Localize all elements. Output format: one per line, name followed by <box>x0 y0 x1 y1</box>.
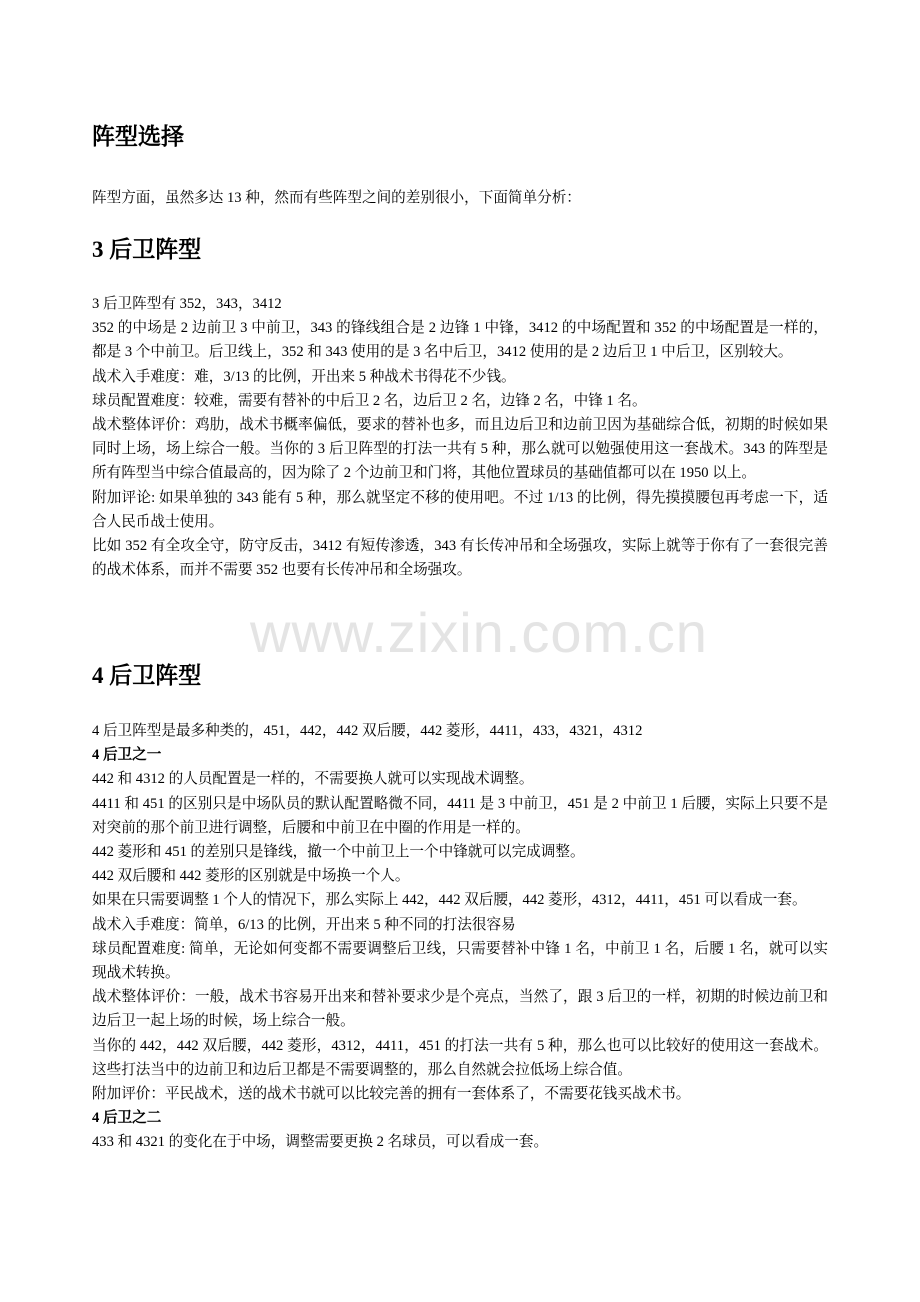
paragraph: 如果在只需要调整 1 个人的情况下，那么实际上 442，442 双后腰，442 菱形，4312，4411，451 可以看成一套。 <box>92 892 807 909</box>
paragraph: 442 菱形和 451 的差别只是锋线，撤一个中前卫上一个中锋就可以完成调整。 <box>92 844 585 861</box>
paragraph: 附加评论: 如果单独的 343 能有 5 种，那么就坚定不移的使用吧。不过 1/13 的比例，得先摸摸腰包再考虑一下，适合人民币战士使用。 <box>92 489 828 530</box>
paragraph: 战术整体评价：鸡肋，战术书概率偏低，要求的替补也多，而且边后卫和边前卫因为基础综合低，初期的时候如果同时上场，场上综合一般。当你的 3 后卫阵型的打法一共有 5 种，那么就可以勉强使用这一套战术。343 的阵型是所有阵型当中综合值最高的，因为除了 2 个边前卫和门将，其他位置球员的基础值都可以在 1950 以上。 <box>92 417 828 482</box>
paragraph: 4411 和 451 的区别只是中场队员的默认配置略微不同，4411 是 3 中前卫，451 是 2 中前卫 1 后腰，实际上只要不是对突前的那个前卫进行调整，后腰和中前卫在中圈的作用是一样的。 <box>92 795 828 836</box>
paragraph: 442 双后腰和 442 菱形的区别就是中场换一个人。 <box>92 868 410 885</box>
intro-block <box>92 186 828 210</box>
paragraph: 433 和 4321 的变化在于中场，调整需要更换 2 名球员，可以看成一套。 <box>92 1134 549 1151</box>
watermark: www.zixin.com.cn <box>250 601 708 664</box>
paragraph: 球员配置难度: 简单，无论如何变都不需要调整后卫线，只需要替补中锋 1 名，中前卫 1 名，后腰 1 名，就可以实现战术转换。 <box>92 940 828 982</box>
subheading: 4 后卫之一 <box>92 747 162 764</box>
paragraph: 比如 352 有全攻全守，防守反击，3412 有短传渗透，343 有长传冲吊和全场强攻，实际上就等于你有了一套很完善的战术体系，而并不需要 352 也要有长传冲吊和全场强攻。 <box>92 538 828 579</box>
section-4-back-body <box>92 719 828 1155</box>
paragraph: 3 后卫阵型有 352，343，3412 <box>92 296 282 312</box>
subheading: 4 后卫之二 <box>92 1110 162 1127</box>
section-3-back-body <box>92 292 828 582</box>
paragraph: 442 和 4312 的人员配置是一样的，不需要换人就可以实现战术调整。 <box>92 771 534 788</box>
intro-paragraph: 阵型方面，虽然多达 13 种，然而有些阵型之间的差别很小，下面简单分析： <box>92 190 581 206</box>
paragraph: 战术入手难度：简单，6/13 的比例，开出来 5 种不同的打法很容易 <box>92 916 516 933</box>
paragraph: 球员配置难度：较难，需要有替补的中后卫 2 名，边后卫 2 名，边锋 2 名，中锋 1 名。 <box>92 392 647 409</box>
paragraph: 附加评价：平民战术，送的战术书就可以比较完善的拥有一套体系了，不需要花钱买战术书。 <box>92 1086 691 1103</box>
paragraph: 战术入手难度：难，3/13 的比例，开出来 5 种战术书得花不少钱。 <box>92 368 516 385</box>
heading-3-back: 3 后卫阵型 <box>92 237 202 262</box>
paragraph: 352 的中场是 2 边前卫 3 中前卫，343 的锋线组合是 2 边锋 1 中锋，3412 的中场配置和 352 的中场配置是一样的，都是 3 个中前卫。后卫线上，352 和 343 使用的是 3 名中后卫，3412 使用的是 2 边后卫 1 中后卫，区别较大。 <box>92 320 828 361</box>
paragraph: 4 后卫阵型是最多种类的，451，442，442 双后腰，442 菱形，4411，433，4321，4312 <box>92 723 643 739</box>
paragraph: 战术整体评价：一般，战术书容易开出来和替补要求少是个亮点，当然了，跟 3 后卫的一样，初期的时候边前卫和边后卫一起上场的时候，场上综合一般。 <box>92 989 828 1030</box>
heading-formation-selection: 阵型选择 <box>92 124 184 149</box>
paragraph: 当你的 442，442 双后腰，442 菱形，4312，4411，451 的打法一共有 5 种，那么也可以比较好的使用这一套战术。这些打法当中的边前卫和边后卫都是不需要调整的，那么自然就会拉低场上综合值。 <box>92 1037 828 1078</box>
heading-4-back: 4 后卫阵型 <box>92 663 202 688</box>
